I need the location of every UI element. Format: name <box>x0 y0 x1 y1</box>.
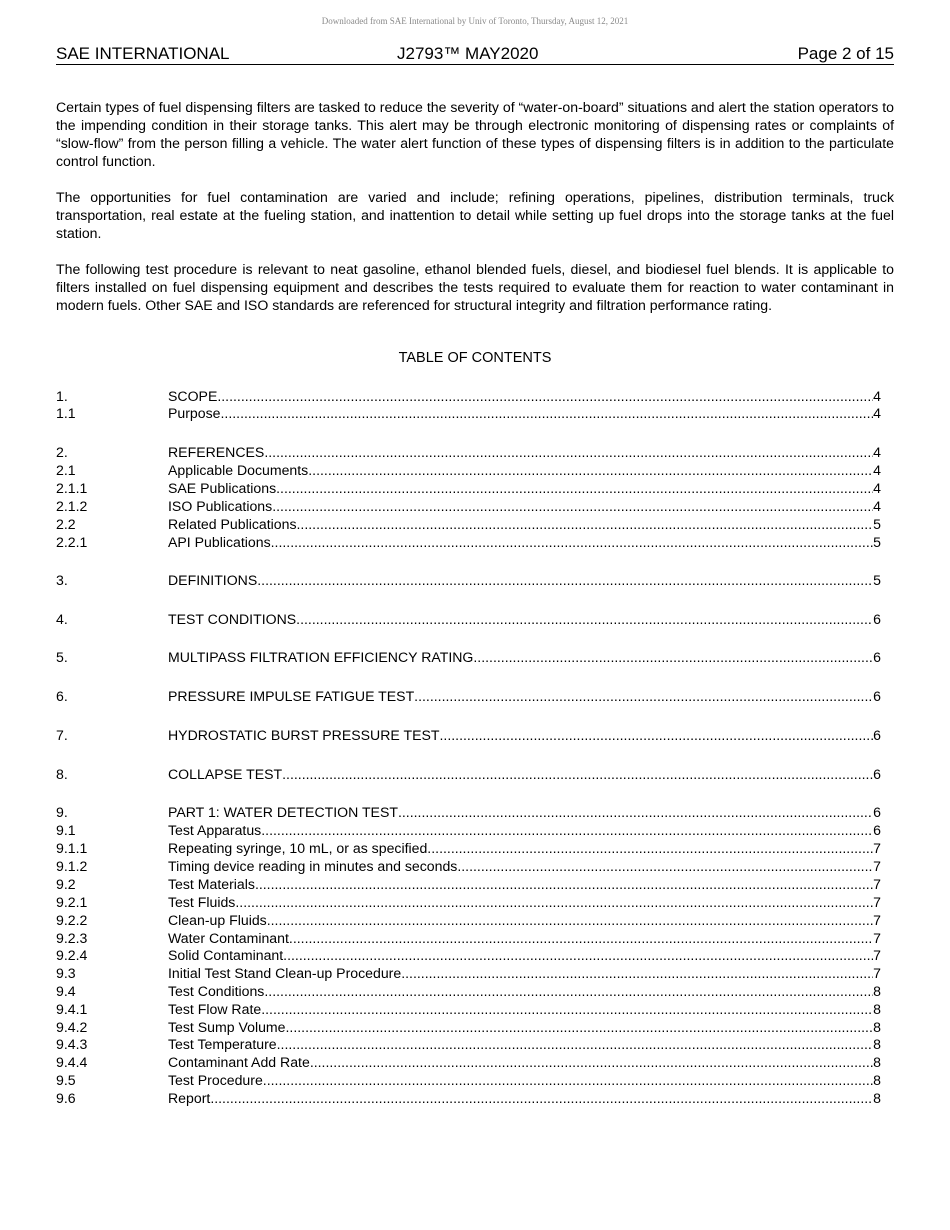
toc-title: TABLE OF CONTENTS <box>398 350 552 366</box>
toc-page-number: 8 <box>873 1001 881 1017</box>
toc-entry[interactable] <box>56 765 881 783</box>
toc-dot-leader <box>277 1035 874 1053</box>
toc-entry[interactable] <box>56 387 881 405</box>
toc-section-title: Contaminant Add Rate <box>168 1054 310 1070</box>
toc-section-title: Applicable Documents <box>168 462 309 478</box>
toc-section-title: API Publications <box>168 534 271 550</box>
toc-section-number: 9.4.1 <box>56 1001 88 1017</box>
toc-page-number: 7 <box>873 912 881 928</box>
toc-section-title: COLLAPSE TEST <box>168 766 283 782</box>
toc-section-title: Report <box>168 1090 211 1106</box>
toc-section-title: Test Fluids <box>168 894 236 910</box>
toc-entry[interactable] <box>56 946 881 964</box>
toc-page-number: 4 <box>873 444 881 460</box>
toc-dot-leader <box>461 857 873 875</box>
toc-entry[interactable] <box>56 404 881 422</box>
toc-page-number: 6 <box>873 766 881 782</box>
toc-section-number: 2.1 <box>56 462 76 478</box>
toc-section-number: 9.4.3 <box>56 1036 88 1052</box>
toc-page-number: 5 <box>873 516 881 532</box>
toc-page-number: 7 <box>873 894 881 910</box>
toc-dot-leader <box>289 929 873 947</box>
toc-section-number: 8. <box>56 766 68 782</box>
toc-dot-leader <box>210 1089 873 1107</box>
toc-page-number: 5 <box>873 572 881 588</box>
toc-section-title: Test Sump Volume <box>168 1019 286 1035</box>
toc-page-number: 6 <box>873 649 881 665</box>
toc-section-number: 1. <box>56 388 68 404</box>
toc-dot-leader <box>283 946 873 964</box>
toc-section-title: Related Publications <box>168 516 297 532</box>
toc-entry[interactable] <box>56 443 881 461</box>
toc-section-title: Solid Contaminant <box>168 947 284 963</box>
toc-section-number: 9.2.2 <box>56 912 88 928</box>
toc-entry[interactable] <box>56 839 881 857</box>
toc-section-title: Water Contaminant <box>168 930 289 946</box>
intro-paragraph-procedure: The following test procedure is relevant to neat gasoline, ethanol blended fuels, diesel, and biodiesel fuel blends. It is applicable to filters installed on fuel dispensing equipment and describes the tests required to evaluate them for reaction to water contaminant in modern fuels. Other SAE and ISO standards are referenced for structural integrity and filtration performance rating. <box>56 261 894 313</box>
toc-page-number: 8 <box>873 1090 881 1106</box>
toc-section-title: Timing device reading in minutes and seconds. <box>168 858 462 874</box>
toc-page-number: 8 <box>873 1072 881 1088</box>
toc-section-title: Test Procedure <box>168 1072 263 1088</box>
toc-entry[interactable] <box>56 726 881 744</box>
toc-section-number: 9.4.4 <box>56 1054 88 1070</box>
toc-page-number: 4 <box>873 462 881 478</box>
toc-section-number: 9.1 <box>56 822 76 838</box>
toc-section-number: 9.2.3 <box>56 930 88 946</box>
toc-dot-leader <box>257 571 873 589</box>
toc-section-title: ISO Publications <box>168 498 273 514</box>
toc-entry[interactable] <box>56 964 881 982</box>
toc-section-title: HYDROSTATIC BURST PRESSURE TEST <box>168 727 440 743</box>
toc-entry[interactable] <box>56 875 881 893</box>
toc-section-title: Initial Test Stand Clean-up Procedure <box>168 965 402 981</box>
toc-page-number: 8 <box>873 1036 881 1052</box>
toc-section-number: 9.6 <box>56 1090 76 1106</box>
toc-page-number: 6 <box>873 822 881 838</box>
toc-dot-leader <box>401 964 873 982</box>
toc-dot-leader <box>473 648 873 666</box>
toc-entry[interactable] <box>56 479 881 497</box>
toc-section-title: SCOPE <box>168 388 218 404</box>
toc-dot-leader <box>235 893 873 911</box>
toc-entry[interactable] <box>56 803 881 821</box>
toc-section-number: 9.3 <box>56 965 76 981</box>
toc-dot-leader <box>297 515 874 533</box>
toc-section-number: 4. <box>56 611 68 627</box>
toc-section-number: 2.1.1 <box>56 480 88 496</box>
toc-page-number: 6 <box>873 727 881 743</box>
download-watermark: Downloaded from SAE International by Univ of Toronto, Thursday, August 12, 2021 <box>321 16 629 26</box>
toc-page-number: 7 <box>873 876 881 892</box>
toc-entry[interactable] <box>56 893 881 911</box>
toc-section-number: 2.2.1 <box>56 534 88 550</box>
toc-dot-leader <box>261 1000 873 1018</box>
toc-dot-leader <box>308 461 873 479</box>
toc-section-title: Clean-up Fluids <box>168 912 267 928</box>
toc-entry[interactable] <box>56 1053 881 1071</box>
toc-section-number: 9.1.2 <box>56 858 88 874</box>
toc-section-number: 9.4.2 <box>56 1019 88 1035</box>
toc-section-number: 9.2 <box>56 876 76 892</box>
toc-dot-leader <box>261 821 873 839</box>
toc-page-number: 5 <box>873 534 881 550</box>
toc-section-title: Repeating syringe, 10 mL, or as specified. <box>168 840 432 856</box>
toc-entry[interactable] <box>56 571 881 589</box>
toc-section-title: PART 1: WATER DETECTION TEST <box>168 804 398 820</box>
toc-dot-leader <box>264 443 873 461</box>
toc-entry[interactable] <box>56 648 881 666</box>
toc-section-title: Purpose <box>168 405 221 421</box>
toc-entry[interactable] <box>56 929 881 947</box>
toc-page-number: 6 <box>873 804 881 820</box>
toc-section-number: 2.2 <box>56 516 76 532</box>
toc-section-title: Test Apparatus <box>168 822 262 838</box>
toc-entry[interactable] <box>56 821 881 839</box>
header-document-id: J2793™ MAY2020 <box>397 44 539 63</box>
page-header <box>56 44 894 65</box>
toc-page-number: 8 <box>873 983 881 999</box>
toc-entry[interactable] <box>56 1018 881 1036</box>
toc-page-number: 7 <box>873 947 881 963</box>
toc-section-number: 9.1.1 <box>56 840 88 856</box>
toc-entry[interactable] <box>56 857 881 875</box>
toc-dot-leader <box>439 726 873 744</box>
toc-section-number: 2. <box>56 444 68 460</box>
toc-page-number: 6 <box>873 611 881 627</box>
toc-section-number: 2.1.2 <box>56 498 88 514</box>
toc-entry[interactable] <box>56 497 881 515</box>
toc-page-number: 4 <box>873 498 881 514</box>
toc-entry[interactable] <box>56 610 881 628</box>
toc-dot-leader <box>217 387 873 405</box>
header-organization: SAE INTERNATIONAL <box>56 44 230 63</box>
intro-paragraph-contamination: The opportunities for fuel contamination are varied and include; refining operations, pipelines, distribution terminals, truck transportation, real estate at the fueling station, and inattention to detail while setting up fuel drops into the storage tanks at the fuel station. <box>56 189 894 241</box>
toc-entry[interactable] <box>56 461 881 479</box>
toc-section-title: DEFINITIONS <box>168 572 258 588</box>
toc-dot-leader <box>286 1018 874 1036</box>
toc-page-number: 8 <box>873 1019 881 1035</box>
toc-page-number: 7 <box>873 965 881 981</box>
toc-dot-leader <box>267 911 873 929</box>
toc-page-number: 4 <box>873 405 881 421</box>
toc-dot-leader <box>264 982 873 1000</box>
toc-section-number: 3. <box>56 572 68 588</box>
toc-entry[interactable] <box>56 982 881 1000</box>
toc-dot-leader <box>276 479 873 497</box>
header-page-number: Page 2 of 15 <box>797 44 894 63</box>
toc-section-title: Test Temperature <box>168 1036 277 1052</box>
toc-section-number: 9. <box>56 804 68 820</box>
toc-dot-leader <box>272 497 873 515</box>
toc-entry[interactable] <box>56 515 881 533</box>
toc-section-title: REFERENCES <box>168 444 265 460</box>
toc-page-number: 7 <box>873 930 881 946</box>
toc-page-number: 7 <box>873 858 881 874</box>
toc-section-title: PRESSURE IMPULSE FATIGUE TEST <box>168 688 415 704</box>
toc-entry[interactable] <box>56 1000 881 1018</box>
toc-page-number: 8 <box>873 1054 881 1070</box>
toc-dot-leader <box>431 839 873 857</box>
toc-page-number: 6 <box>873 688 881 704</box>
toc-dot-leader <box>282 765 873 783</box>
toc-dot-leader <box>221 404 874 422</box>
toc-section-title: Test Materials <box>168 876 255 892</box>
toc-entry[interactable] <box>56 911 881 929</box>
toc-dot-leader <box>255 875 873 893</box>
toc-dot-leader <box>296 610 873 628</box>
toc-section-number: 5. <box>56 649 68 665</box>
toc-dot-leader <box>310 1053 873 1071</box>
toc-section-title: MULTIPASS FILTRATION EFFICIENCY RATING <box>168 649 474 665</box>
toc-page-number: 4 <box>873 388 881 404</box>
toc-page-number: 4 <box>873 480 881 496</box>
toc-section-number: 9.2.4 <box>56 947 88 963</box>
toc-entry[interactable] <box>56 1035 881 1053</box>
toc-section-title: Test Conditions <box>168 983 265 999</box>
toc-dot-leader <box>414 687 873 705</box>
toc-section-number: 9.4 <box>56 983 76 999</box>
toc-entry[interactable] <box>56 687 881 705</box>
toc-dot-leader <box>263 1071 873 1089</box>
intro-paragraph-water-alert: Certain types of fuel dispensing filters are tasked to reduce the severity of “water-on-board” situations and alert the station operators to the impending condition in their storage tanks. This alert may be through electronic monitoring of dispensing rates or complaints of “slow-flow” from the person filling a vehicle. The water alert function of these types of dispensing filters is in addition to the particulate control function. <box>56 99 894 169</box>
toc-section-title: SAE Publications <box>168 480 277 496</box>
toc-section-number: 9.2.1 <box>56 894 88 910</box>
toc-dot-leader <box>271 533 874 551</box>
toc-entry[interactable] <box>56 533 881 551</box>
toc-page-number: 7 <box>873 840 881 856</box>
toc-section-title: TEST CONDITIONS <box>168 611 297 627</box>
toc-dot-leader <box>398 803 873 821</box>
toc-section-number: 6. <box>56 688 68 704</box>
toc-section-number: 9.5 <box>56 1072 76 1088</box>
toc-entry[interactable] <box>56 1071 881 1089</box>
toc-section-number: 1.1 <box>56 405 76 421</box>
toc-entry[interactable] <box>56 1089 881 1107</box>
toc-section-number: 7. <box>56 727 68 743</box>
toc-section-title: Test Flow Rate <box>168 1001 262 1017</box>
